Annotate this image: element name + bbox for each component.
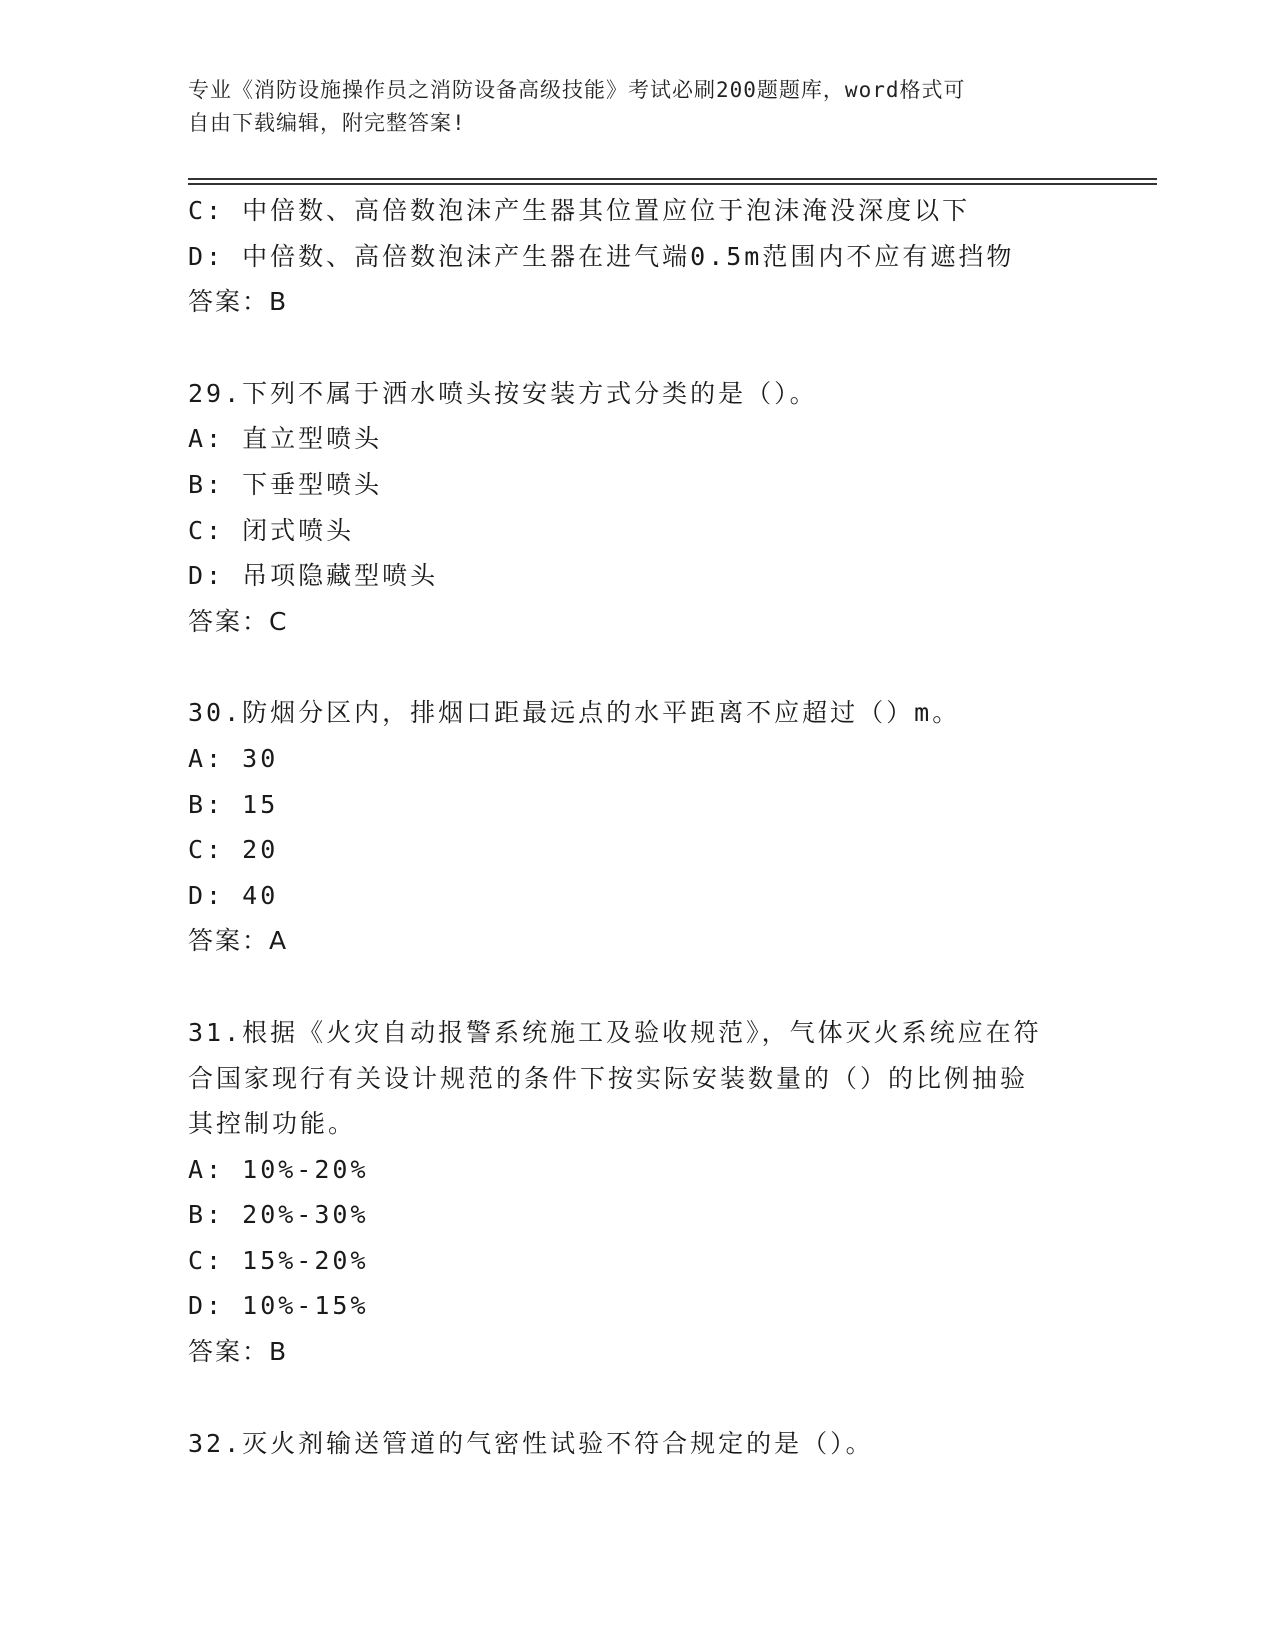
question-stem: 30.防烟分区内，排烟口距最远点的水平距离不应超过（）m。 [188,698,961,728]
option-d: D: 40 [188,880,279,910]
option-d: D: 吊项隐藏型喷头 [188,561,439,591]
document-header [188,74,1088,140]
question-stem-line-1: 31.根据《火灾自动报警系统施工及验收规范》，气体灭火系统应在符 [188,1017,1042,1047]
header-divider-top [188,178,1157,180]
question-29 [188,371,1128,645]
question-stem-line-3: 其控制功能。 [188,1109,357,1139]
document-body [188,188,1128,1466]
option-c: C: 闭式喷头 [188,515,355,545]
option-d: D: 10%-15% [188,1291,369,1321]
option-d: D: 中倍数、高倍数泡沫产生器在进气端0.5m范围内不应有遮挡物 [188,241,1015,271]
answer: 答案：B [188,1337,289,1367]
question-stem-line-2: 合国家现行有关设计规范的条件下按实际安装数量的（）的比例抽验 [188,1063,1029,1093]
option-c: C: 20 [188,835,279,865]
answer: 答案：B [188,287,289,317]
option-a: A: 直立型喷头 [188,424,383,454]
answer: 答案：A [188,926,289,956]
option-b: B: 20%-30% [188,1200,369,1230]
option-b: B: 下垂型喷头 [188,469,383,499]
option-c: C: 15%-20% [188,1245,369,1275]
question-32 [188,1421,1128,1467]
header-line-1: 专业《消防设施操作员之消防设备高级技能》考试必刷200题题库，word格式可 [188,78,966,102]
question-stem: 29.下列不属于洒水喷头按安装方式分类的是（）。 [188,378,818,408]
question-30 [188,690,1128,964]
option-a: A: 10%-20% [188,1154,369,1184]
option-b: B: 15 [188,789,279,819]
question-31 [188,1010,1128,1375]
header-divider-bottom [188,183,1157,185]
answer: 答案：C [188,606,289,636]
question-stem: 32.灭火剂输送管道的气密性试验不符合规定的是（）。 [188,1428,874,1458]
header-line-2: 自由下载编辑，附完整答案! [188,111,466,135]
option-c: C: 中倍数、高倍数泡沫产生器其位置应位于泡沫淹没深度以下 [188,196,971,225]
question-28-continued [188,188,1128,325]
option-a: A: 30 [188,743,279,773]
